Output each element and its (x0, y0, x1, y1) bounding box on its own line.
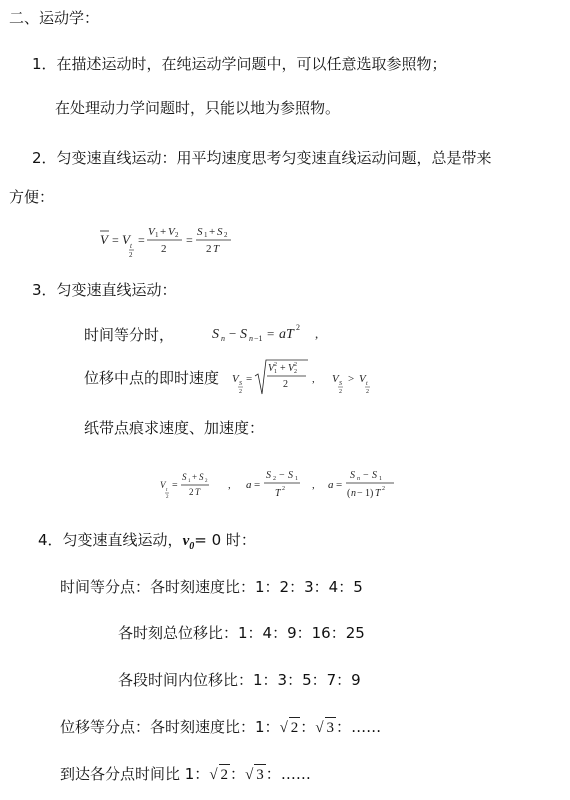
svg-text:2: 2 (206, 243, 212, 255)
svg-text:,: , (315, 326, 319, 341)
svg-text:2: 2 (339, 389, 342, 395)
sqrt2-expression: √ 2 (280, 720, 301, 736)
svg-text:a: a (246, 479, 252, 491)
item-4-title-text: 匀变速直线运动， (62, 531, 183, 549)
svg-text:V: V (332, 373, 339, 385)
svg-text:1: 1 (379, 476, 382, 482)
item-1-line-1 (32, 54, 447, 74)
item-3-time-label: 时间等分时， (84, 326, 175, 344)
svg-text:+: + (160, 226, 167, 238)
svg-text:+: + (192, 472, 198, 482)
item-2-line-1 (32, 148, 492, 168)
v0-symbol: v (182, 533, 190, 549)
svg-text:S: S (239, 381, 242, 387)
svg-text:S: S (240, 327, 247, 342)
svg-text:V: V (268, 363, 275, 374)
item-3-line (32, 280, 177, 300)
svg-text:=: = (267, 326, 275, 341)
svg-text:S: S (339, 381, 342, 387)
formula-equal-time-displacement (210, 318, 360, 348)
svg-text:2: 2 (296, 323, 300, 332)
item-1-text: 在描述运动时，在纯运动学问题中，可以任意选取参照物； (56, 55, 447, 73)
item-3-number: 3． (32, 281, 57, 299)
svg-text:2: 2 (382, 486, 385, 492)
svg-text:(: ( (347, 488, 351, 499)
equal-time-label: 时间等分点： (60, 578, 151, 596)
svg-text:V: V (160, 480, 166, 490)
equal-displacement-label: 位移等分点： (60, 718, 151, 736)
v0-subscript: 0 (189, 541, 195, 552)
svg-text:S: S (217, 226, 223, 238)
svg-text:V: V (359, 373, 366, 385)
svg-text:2: 2 (175, 231, 179, 239)
svg-text:=: = (172, 480, 178, 491)
item-4-title (38, 530, 256, 557)
svg-text:n: n (357, 476, 360, 482)
item-3-midpoint-label: 位移中点的即时速度 (84, 369, 220, 387)
svg-text:S: S (197, 226, 203, 238)
svg-text:=: = (254, 479, 261, 491)
svg-text:S: S (182, 472, 187, 482)
svg-text:−: − (363, 470, 369, 481)
formula-midpoint-velocity (230, 352, 390, 400)
svg-text:2: 2 (129, 251, 133, 259)
arrival-time-row: 到达各分点时间比 1：√ 2 ：√ 3 ：…… (60, 765, 311, 783)
svg-text:2: 2 (294, 369, 297, 375)
svg-text:1: 1 (204, 231, 208, 239)
svg-text:S: S (350, 470, 355, 481)
svg-text:2: 2 (273, 476, 276, 482)
svg-text:1: 1 (188, 479, 191, 484)
svg-text:=: = (112, 233, 119, 247)
arrival-time-text: 到达各分点时间比 1： (60, 765, 210, 783)
disp-velocity-ratio-text: 各时刻速度比：1： (150, 718, 280, 736)
item-1-number: 1． (32, 55, 57, 73)
velocity-ratio-text: 各时刻速度比：1：2：3：4：5 (150, 578, 363, 596)
svg-text:1: 1 (274, 369, 277, 375)
svg-text:1): 1) (365, 488, 374, 499)
svg-text:t: t (166, 488, 168, 493)
svg-text:S: S (266, 470, 271, 481)
item-4-title-condition: = 0 时： (194, 531, 256, 549)
svg-text:aT: aT (279, 327, 294, 342)
item-2-line-2: 方便： (9, 188, 55, 206)
equal-time-row-3: 各段时间内位移比：1：3：5：7：9 (118, 671, 361, 689)
svg-text:−: − (279, 470, 285, 481)
svg-text:V: V (100, 232, 108, 247)
formula-average-velocity (98, 218, 248, 262)
formula-ticker-tape (158, 460, 408, 506)
svg-text:>: > (348, 373, 355, 385)
ellipsis: …… (351, 718, 382, 736)
sqrt2-expression: √ 2 (209, 767, 230, 783)
svg-text:1: 1 (295, 476, 298, 482)
svg-text:1: 1 (155, 231, 159, 239)
section-title: 二、运动学： (9, 9, 100, 27)
equal-displacement-row: 位移等分点：各时刻速度比：1：√ 2 ：√ 3 ：…… (60, 718, 382, 736)
svg-text:2: 2 (224, 231, 228, 239)
ellipsis: …… (280, 765, 311, 783)
svg-text:T: T (275, 488, 281, 499)
svg-text:S: S (212, 327, 219, 342)
equal-time-row-1 (60, 577, 363, 597)
svg-text:t: t (366, 381, 368, 387)
svg-text:2: 2 (189, 487, 194, 497)
svg-text:T: T (213, 243, 220, 255)
svg-text:T: T (195, 487, 201, 497)
svg-text:V: V (232, 373, 239, 385)
item-3-title: 匀变速直线运动： (56, 281, 177, 299)
svg-text:,: , (312, 373, 315, 385)
svg-text:,: , (312, 479, 315, 491)
item-3-tape-label: 纸带点痕求速度、加速度： (84, 419, 265, 437)
svg-text:−1: −1 (254, 334, 263, 343)
svg-text:S: S (199, 472, 204, 482)
svg-text:=: = (246, 373, 253, 385)
svg-text:V: V (168, 226, 175, 238)
svg-text:t: t (130, 242, 132, 250)
svg-text:2: 2 (282, 486, 285, 492)
svg-text:S: S (288, 470, 293, 481)
svg-text:2: 2 (294, 362, 297, 368)
svg-text:V: V (148, 226, 155, 238)
svg-text:n: n (351, 488, 356, 499)
svg-text:2: 2 (366, 389, 369, 395)
svg-text:=: = (336, 479, 343, 491)
item-1-line-2: 在处理动力学问题时，只能以地为参照物。 (55, 99, 341, 117)
svg-text:n: n (249, 334, 253, 343)
svg-text:2: 2 (239, 389, 242, 395)
svg-text:−: − (229, 326, 237, 341)
svg-text:−: − (357, 488, 363, 499)
svg-text:2: 2 (161, 243, 167, 255)
svg-text:2: 2 (283, 379, 288, 390)
svg-text:2: 2 (166, 495, 169, 500)
svg-text:2: 2 (205, 479, 208, 484)
svg-text:a: a (328, 479, 334, 491)
svg-text:+: + (280, 363, 286, 374)
item-2-number: 2． (32, 149, 57, 167)
sqrt3-expression: √ 3 (245, 767, 266, 783)
svg-text:=: = (186, 233, 193, 247)
svg-text:V: V (122, 232, 130, 247)
svg-text:,: , (228, 479, 231, 491)
item-2-text: 匀变速直线运动：用平均速度思考匀变速直线运动问题，总是带来 (56, 149, 492, 167)
svg-text:T: T (375, 488, 381, 499)
svg-text:+: + (209, 226, 216, 238)
svg-text:=: = (138, 233, 145, 247)
sqrt3-expression: √ 3 (315, 720, 336, 736)
svg-text:n: n (221, 334, 225, 343)
svg-text:V: V (288, 363, 295, 374)
svg-text:2: 2 (274, 362, 277, 368)
item-4-number: 4． (38, 531, 63, 549)
svg-text:S: S (372, 470, 377, 481)
equal-time-row-2: 各时刻总位移比：1：4：9：16：25 (118, 624, 365, 642)
